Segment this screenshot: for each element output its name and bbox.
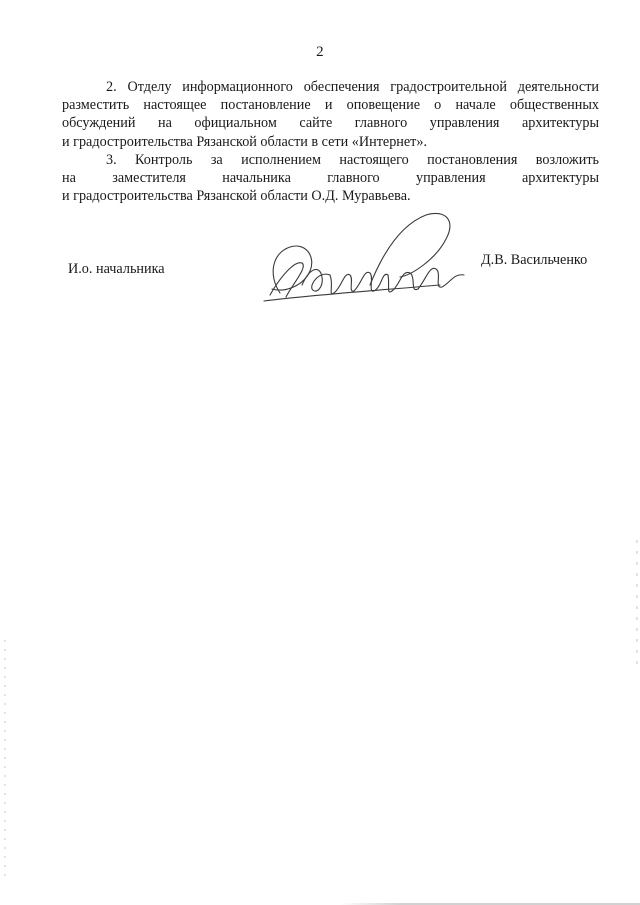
paragraph-line: на заместителя начальника главного управления архитектуры (62, 170, 599, 187)
signatory-name: Д.В. Васильченко (481, 252, 588, 268)
paragraph-2 (62, 78, 599, 151)
paragraph-line: разместить настоящее постановление и оповещение о начале общественных (62, 97, 599, 114)
paragraph-line: 2. Отделу информационного обеспечения градостроительной деятельности (106, 79, 599, 95)
page-number: 2 (316, 44, 324, 60)
paragraph-line: 3. Контроль за исполнением настоящего постановления возложить (106, 151, 599, 168)
handwritten-signature (250, 205, 480, 317)
paragraph-3 (62, 151, 599, 206)
document-body (62, 78, 599, 205)
paragraph-line: обсуждений на официальном сайте главного управления архитектуры (62, 115, 599, 132)
scan-artifact-left (4, 640, 6, 880)
paragraph-line: и градостроительства Рязанской области в сети «Интернет». (62, 133, 428, 150)
paragraph-line: и градостроительства Рязанской области О.Д. Муравьева. (62, 188, 411, 205)
signatory-title: И.о. начальника (68, 261, 165, 277)
scan-artifact-right (636, 540, 638, 670)
